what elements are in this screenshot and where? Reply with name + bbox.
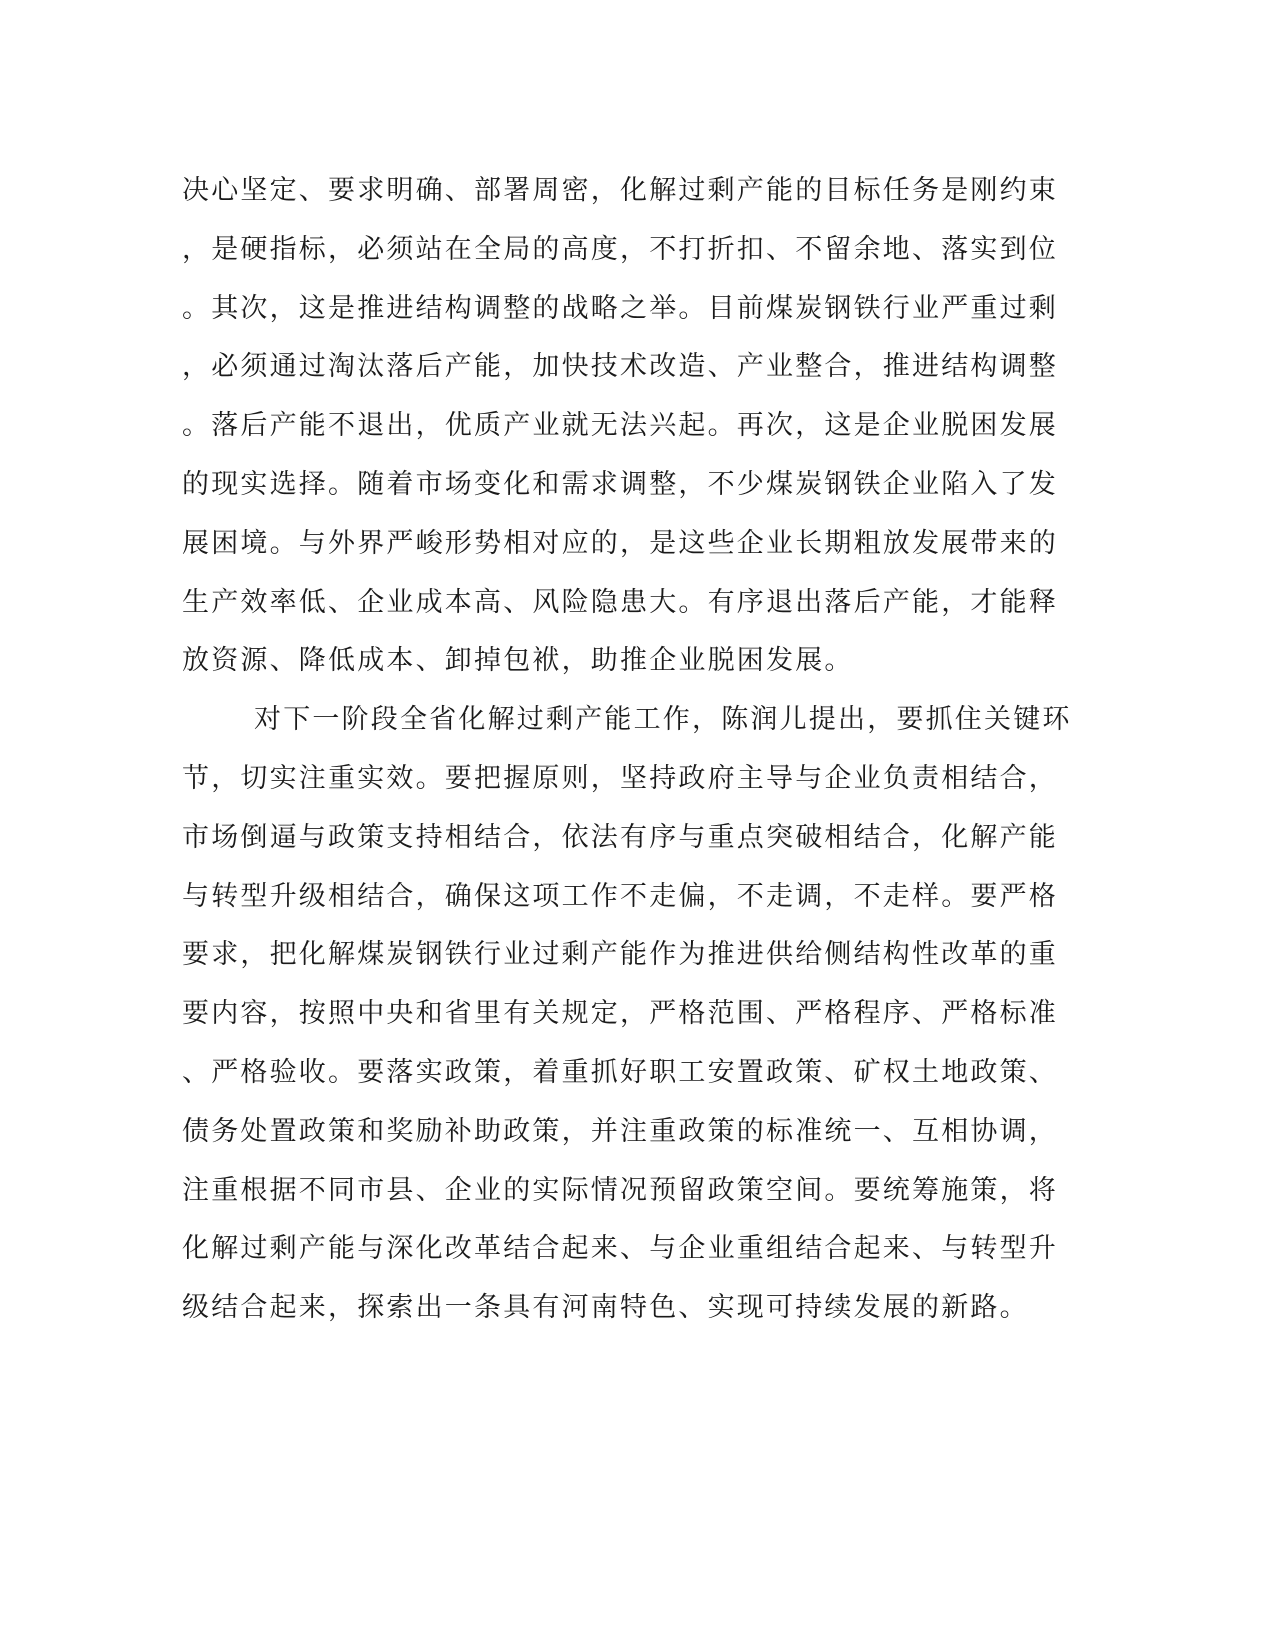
text-line: 节，切实注重实效。要把握原则，坚持政府主导与企业负责相结合， (182, 762, 1058, 794)
document-body (182, 162, 1072, 1338)
text-line: ，是硬指标，必须站在全局的高度，不打折扣、不留余地、落实到位 (182, 233, 1058, 265)
text-line: 。落后产能不退出，优质产业就无法兴起。再次，这是企业脱困发展 (182, 410, 1058, 442)
text-line: 生产效率低、企业成本高、风险隐患大。有序退出落后产能，才能释 (182, 586, 1058, 618)
text-line: 。其次，这是推进结构调整的战略之举。目前煤炭钢铁行业严重过剩 (182, 292, 1058, 324)
text-line: 化解过剩产能与深化改革结合起来、与企业重组结合起来、与转型升 (182, 1233, 1058, 1265)
text-line: 注重根据不同市县、企业的实际情况预留政策空间。要统筹施策，将 (182, 1174, 1058, 1206)
text-line: 级结合起来，探索出一条具有河南特色、实现可持续发展的新路。 (182, 1292, 1029, 1324)
text-line: 要求，把化解煤炭钢铁行业过剩产能作为推进供给侧结构性改革的重 (182, 939, 1058, 971)
text-line: 市场倒逼与政策支持相结合，依法有序与重点突破相结合，化解产能 (182, 821, 1058, 853)
text-line: 的现实选择。随着市场变化和需求调整，不少煤炭钢铁企业陷入了发 (182, 468, 1058, 500)
text-line: 、严格验收。要落实政策，着重抓好职工安置政策、矿权土地政策、 (182, 1056, 1058, 1088)
text-line: 对下一阶段全省化解过剩产能工作，陈润儿提出，要抓住关键环 (254, 704, 1072, 736)
paragraph-1 (182, 162, 1062, 691)
text-line: 放资源、降低成本、卸掉包袱，助推企业脱困发展。 (182, 645, 854, 677)
text-line: 决心坚定、要求明确、部署周密，化解过剩产能的目标任务是刚约束 (182, 175, 1058, 206)
text-line: 债务处置政策和奖励补助政策，并注重政策的标准统一、互相协调， (182, 1115, 1058, 1147)
text-line: 与转型升级相结合，确保这项工作不走偏，不走调，不走样。要严格 (182, 880, 1058, 912)
text-line: 展困境。与外界严峻形势相对应的，是这些企业长期粗放发展带来的 (182, 527, 1058, 559)
paragraph-2 (182, 691, 1072, 1338)
text-line: ，必须通过淘汰落后产能，加快技术改造、产业整合，推进结构调整 (182, 351, 1058, 383)
text-line: 要内容，按照中央和省里有关规定，严格范围、严格程序、严格标准 (182, 998, 1058, 1030)
